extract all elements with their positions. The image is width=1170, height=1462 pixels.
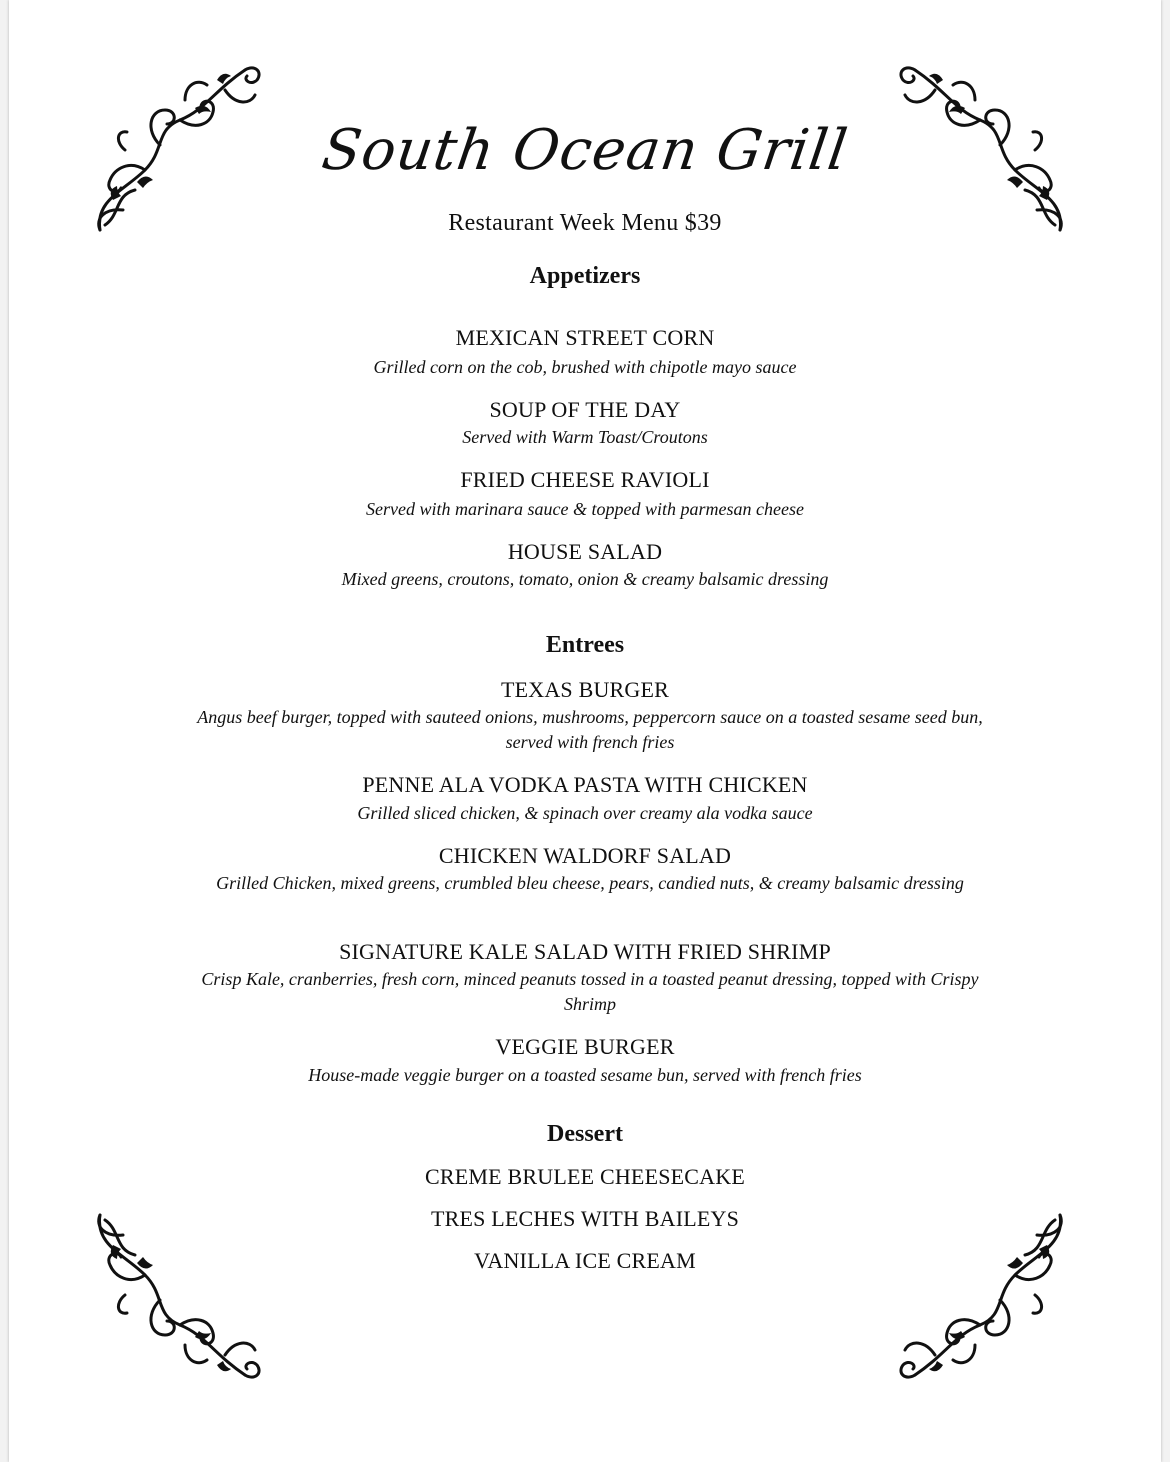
menu-item-name: SIGNATURE KALE SALAD WITH FRIED SHRIMP [339,939,831,964]
flourish-corner-ornament-icon [85,1205,265,1395]
menu-item-name: PENNE ALA VODKA PASTA WITH CHICKEN [362,772,808,797]
menu-item-description: Grilled sliced chicken, & spinach over creamy ala vodka sauce [357,803,813,823]
menu-item-name: VANILLA ICE CREAM [474,1248,696,1273]
menu-item-description: Crisp Kale, cranberries, fresh corn, minced peanuts tossed in a toasted peanut dressing, topped with Crispy Shrimp [201,969,979,1014]
section-heading-entrees: Entrees [545,632,625,658]
menu-item-description: Served with marinara sauce & topped with parmesan cheese [366,499,804,519]
menu-subtitle: Restaurant Week Menu $39 [448,210,722,236]
menu-item-description: Angus beef burger, topped with sauteed onions, mushrooms, peppercorn sauce on a toasted sesame seed bun, served with french fries [197,707,983,752]
menu-item-description: House-made veggie burger on a toasted sesame bun, served with french fries [308,1065,862,1085]
section-heading-dessert: Dessert [547,1121,623,1147]
section-heading-appetizers: Appetizers [529,263,641,289]
menu-item-description: Grilled corn on the cob, brushed with chipotle mayo sauce [373,357,797,377]
menu-item-name: CHICKEN WALDORF SALAD [438,843,732,868]
menu-item-name: TEXAS BURGER [500,677,670,702]
menu-item-name: CREME BRULEE CHEESECAKE [425,1164,745,1189]
menu-item-name: SOUP OF THE DAY [489,397,681,422]
flourish-corner-ornament-icon [895,1205,1075,1395]
menu-item-name: TRES LECHES WITH BAILEYS [430,1206,740,1231]
menu-item-description: Served with Warm Toast/Croutons [462,427,708,447]
menu-item-description: Mixed greens, croutons, tomato, onion & creamy balsamic dressing [341,569,829,589]
restaurant-name: South Ocean Grill [318,118,852,183]
menu-item-name: FRIED CHEESE RAVIOLI [460,467,710,492]
menu-item-name: HOUSE SALAD [507,539,663,564]
menu-item-name: VEGGIE BURGER [495,1034,675,1059]
menu-item-description: Grilled Chicken, mixed greens, crumbled bleu cheese, pears, candied nuts, & creamy balsamic dressing [216,873,964,893]
menu-item-name: MEXICAN STREET CORN [455,325,715,350]
